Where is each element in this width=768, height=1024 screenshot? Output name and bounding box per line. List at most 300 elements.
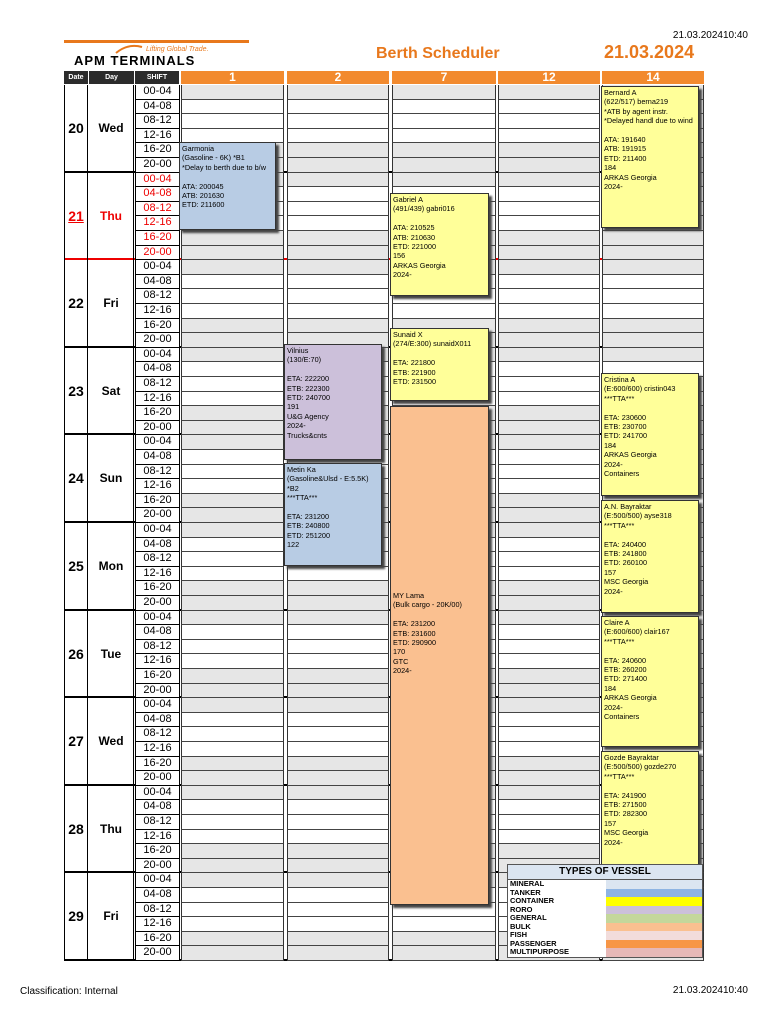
shift-label: 20-00 xyxy=(135,421,180,436)
shift-label: 20-00 xyxy=(135,508,180,523)
berth-slot[interactable] xyxy=(181,844,284,859)
day-name: Sat xyxy=(89,348,134,436)
berth-slot[interactable] xyxy=(287,815,389,830)
berth-slot[interactable] xyxy=(181,888,284,903)
vessel-sunaid-x[interactable]: Sunaid X (274/E:300) sunaidX011 ETA: 221800 ETB: 221900 ETD: 231500 xyxy=(390,328,489,401)
berth-slot[interactable] xyxy=(498,479,600,494)
berth-slot[interactable] xyxy=(498,450,600,465)
shift-label: 04-08 xyxy=(135,800,180,815)
day-number: 22 xyxy=(64,260,88,348)
footer-timestamp: 21.03.202410:40 xyxy=(672,985,748,996)
shift-label: 12-16 xyxy=(135,304,180,319)
berth-slot[interactable] xyxy=(287,231,389,246)
berth-slot[interactable] xyxy=(287,873,389,888)
berth-slot[interactable] xyxy=(498,202,600,217)
berth-slot[interactable] xyxy=(498,815,600,830)
day-number: 28 xyxy=(64,786,88,874)
shift-label: 16-20 xyxy=(135,494,180,509)
berth-slot[interactable] xyxy=(181,260,284,275)
berth-slot[interactable] xyxy=(498,567,600,582)
berth-slot[interactable] xyxy=(602,319,704,334)
berth-slot[interactable] xyxy=(181,611,284,626)
berth-slot[interactable] xyxy=(287,611,389,626)
berth-slot[interactable] xyxy=(287,932,389,947)
legend-color-swatch xyxy=(606,889,702,898)
berth-slot[interactable] xyxy=(287,187,389,202)
berth-slot[interactable] xyxy=(181,903,284,918)
vessel-vilnius[interactable]: Vilnius (130/E:70) ETA: 222200 ETB: 222300 ETD: 240700 191 U&G Agency 2024- Trucks&cnts xyxy=(284,344,382,460)
shift-label: 16-20 xyxy=(135,932,180,947)
shift-label: 12-16 xyxy=(135,392,180,407)
berth-slot[interactable] xyxy=(181,333,284,348)
legend-row xyxy=(508,948,702,957)
day-name: Thu xyxy=(89,786,134,874)
berth-slot[interactable] xyxy=(287,114,389,129)
berth-slot[interactable] xyxy=(602,231,704,246)
berth-slot[interactable] xyxy=(498,246,600,261)
berth-header-14: 14 xyxy=(602,71,704,84)
berth-slot[interactable] xyxy=(181,727,284,742)
berth-slot[interactable] xyxy=(181,114,284,129)
berth-slot[interactable] xyxy=(181,538,284,553)
berth-slot[interactable] xyxy=(287,596,389,611)
berth-slot[interactable] xyxy=(181,479,284,494)
berth-slot[interactable] xyxy=(498,187,600,202)
berth-slot[interactable] xyxy=(181,552,284,567)
vessel-an-bayraktar[interactable]: A.N. Bayraktar (E:500/500) ayse318 ***TTA*** ETA: 240400 ETB: 241800 ETD: 260100 157 MSC Georgia 2024- xyxy=(601,500,699,613)
berth-slot[interactable] xyxy=(181,275,284,290)
legend-color-swatch xyxy=(606,931,702,940)
berth-slot[interactable] xyxy=(498,304,600,319)
shift-label: 00-04 xyxy=(135,873,180,888)
berth-slot[interactable] xyxy=(181,246,284,261)
day-name: Fri xyxy=(89,873,134,961)
legend-color-swatch xyxy=(606,914,702,923)
berth-slot[interactable] xyxy=(392,158,496,173)
berth-slot[interactable] xyxy=(287,143,389,158)
shift-label: 20-00 xyxy=(135,158,180,173)
berth-slot[interactable] xyxy=(498,114,600,129)
berth-slot[interactable] xyxy=(181,581,284,596)
berth-slot[interactable] xyxy=(392,173,496,188)
legend-type-label: MULTIPURPOSE xyxy=(510,947,570,956)
classification-label: Classification: Internal xyxy=(20,986,118,997)
berth-slot[interactable] xyxy=(498,362,600,377)
shift-label: 04-08 xyxy=(135,713,180,728)
berth-slot[interactable] xyxy=(498,421,600,436)
berth-slot[interactable] xyxy=(498,523,600,538)
berth-slot[interactable] xyxy=(287,742,389,757)
berth-slot[interactable] xyxy=(181,684,284,699)
berth-slot[interactable] xyxy=(181,859,284,874)
berth-slot[interactable] xyxy=(392,304,496,319)
berth-slot[interactable] xyxy=(181,465,284,480)
shift-label: 20-00 xyxy=(135,859,180,874)
shift-label: 00-04 xyxy=(135,698,180,713)
berth-slot[interactable] xyxy=(181,85,284,100)
day-number: 20 xyxy=(64,85,88,173)
shift-label: 00-04 xyxy=(135,523,180,538)
berth-slot[interactable] xyxy=(392,100,496,115)
berth-slot[interactable] xyxy=(392,946,496,961)
berth-slot[interactable] xyxy=(498,830,600,845)
shift-label: 16-20 xyxy=(135,319,180,334)
berth-slot[interactable] xyxy=(498,348,600,363)
berth-slot[interactable] xyxy=(287,260,389,275)
berth-slot[interactable] xyxy=(287,698,389,713)
berth-slot[interactable] xyxy=(498,275,600,290)
berth-slot[interactable] xyxy=(287,100,389,115)
shift-label: 08-12 xyxy=(135,202,180,217)
shift-label: 16-20 xyxy=(135,143,180,158)
berth-slot[interactable] xyxy=(181,873,284,888)
berth-slot[interactable] xyxy=(498,669,600,684)
berth-slot[interactable] xyxy=(498,231,600,246)
berth-slot[interactable] xyxy=(181,450,284,465)
legend-rows xyxy=(508,880,702,957)
vessel-my-lama[interactable]: MY Lama (Bulk cargo - 20K/00) ETA: 231200 ETB: 231600 ETD: 290900 170 GTC 2024- xyxy=(390,406,489,905)
shift-label: 04-08 xyxy=(135,888,180,903)
berth-slot[interactable] xyxy=(287,830,389,845)
berth-slot[interactable] xyxy=(498,581,600,596)
berth-slot[interactable] xyxy=(181,377,284,392)
berth-slot[interactable] xyxy=(181,494,284,509)
berth-slot[interactable] xyxy=(498,260,600,275)
berth-slot[interactable] xyxy=(181,100,284,115)
berth-slot[interactable] xyxy=(498,435,600,450)
berth-slot[interactable] xyxy=(181,640,284,655)
shift-label: 16-20 xyxy=(135,231,180,246)
day-number: 27 xyxy=(64,698,88,786)
legend-type-label: CONTAINER xyxy=(510,896,555,905)
berth-slot[interactable] xyxy=(392,85,496,100)
berth-slot[interactable] xyxy=(287,289,389,304)
day-number: 21 xyxy=(64,173,88,261)
berth-slot[interactable] xyxy=(181,362,284,377)
berth-slot[interactable] xyxy=(287,216,389,231)
berth-slot[interactable] xyxy=(392,129,496,144)
berth-slot[interactable] xyxy=(287,859,389,874)
berth-slot[interactable] xyxy=(602,275,704,290)
berth-slot[interactable] xyxy=(498,684,600,699)
logo-name: APM TERMINALS xyxy=(74,53,196,68)
legend-type-label: BULK xyxy=(510,921,531,931)
shift-label: 12-16 xyxy=(135,479,180,494)
berth-slot[interactable] xyxy=(287,654,389,669)
berth-slot[interactable] xyxy=(498,552,600,567)
column-shift: SHIFT xyxy=(135,71,179,84)
berth-slot[interactable] xyxy=(498,333,600,348)
berth-slot[interactable] xyxy=(498,465,600,480)
berth-slot[interactable] xyxy=(498,129,600,144)
berth-slot[interactable] xyxy=(287,844,389,859)
berth-slot[interactable] xyxy=(287,800,389,815)
vessel-gozde-bayraktar[interactable]: Gozde Bayraktar (E:500/500) gozde270 ***TTA*** ETA: 241900 ETB: 271500 ETD: 282300 157 MSC Georgia 2024- xyxy=(601,751,699,868)
legend-color-swatch xyxy=(606,906,702,915)
legend-row xyxy=(508,914,702,923)
vessel-metin-ka[interactable]: Metin Ka (Gasoline&Ulsd - E:5.5K) *B2 ***TTA*** ETA: 231200 ETB: 240800 ETD: 251200 122 xyxy=(284,463,382,566)
berth-slot[interactable] xyxy=(287,246,389,261)
berth-slot[interactable] xyxy=(181,319,284,334)
berth-slot[interactable] xyxy=(498,786,600,801)
berth-slot[interactable] xyxy=(181,289,284,304)
berth-slot[interactable] xyxy=(392,917,496,932)
legend-row xyxy=(508,923,702,932)
legend-title: TYPES OF VESSEL xyxy=(508,865,702,880)
day-name: Wed xyxy=(89,85,134,173)
legend-type-label: GENERAL xyxy=(510,913,547,922)
berth-slot[interactable] xyxy=(181,771,284,786)
berth-slot[interactable] xyxy=(181,304,284,319)
berth-slot[interactable] xyxy=(287,903,389,918)
logo-stripe xyxy=(64,40,249,43)
berth-slot[interactable] xyxy=(498,538,600,553)
berth-slot[interactable] xyxy=(181,800,284,815)
berth-slot[interactable] xyxy=(498,757,600,772)
berth-slot[interactable] xyxy=(602,246,704,261)
berth-slot[interactable] xyxy=(498,742,600,757)
shift-label: 08-12 xyxy=(135,289,180,304)
berth-slot[interactable] xyxy=(498,289,600,304)
berth-slot[interactable] xyxy=(181,654,284,669)
berth-slot[interactable] xyxy=(287,319,389,334)
berth-slot[interactable] xyxy=(498,713,600,728)
berth-slot[interactable] xyxy=(181,596,284,611)
berth-slot[interactable] xyxy=(602,333,704,348)
shift-label: 00-04 xyxy=(135,260,180,275)
legend-type-label: FISH xyxy=(510,930,528,939)
berth-slot[interactable] xyxy=(498,698,600,713)
vessel-bernard-a[interactable]: Bernard A (622/517) berna219 *ATB by agent instr. *Delayed handl due to wind ATA: 191640 ATB: 191915 ETD: 211400 184 ARKAS Georgia 2024- xyxy=(601,86,699,228)
shift-label: 16-20 xyxy=(135,669,180,684)
berth-slot[interactable] xyxy=(498,654,600,669)
legend-row xyxy=(508,897,702,906)
print-timestamp: 21.03.202410:40 xyxy=(672,30,748,41)
shift-label: 08-12 xyxy=(135,815,180,830)
shift-label: 00-04 xyxy=(135,786,180,801)
vessel-cristina-a[interactable]: Cristina A (E:600/600) cristin043 ***TTA*** ETA: 230600 ETB: 230700 ETD: 241700 184 ARKAS Georgia 2024- Containers xyxy=(601,373,699,496)
shift-label: 00-04 xyxy=(135,85,180,100)
berth-slot[interactable] xyxy=(287,173,389,188)
berth-slot[interactable] xyxy=(392,143,496,158)
berth-header-1: 1 xyxy=(181,71,284,84)
berth-header-7: 7 xyxy=(392,71,496,84)
shift-label: 16-20 xyxy=(135,757,180,772)
column-header-row xyxy=(64,71,704,85)
berth-slot[interactable] xyxy=(181,786,284,801)
day-name: Thu xyxy=(89,173,134,261)
berth-slot[interactable] xyxy=(181,815,284,830)
berth-slot[interactable] xyxy=(181,932,284,947)
vessel-garmonia[interactable]: Garmonia (Gasoline - 6K) *B1 *Delay to berth due to b/w ATA: 200045 ATB: 201630 ETD: 211600 xyxy=(179,142,276,230)
berth-slot[interactable] xyxy=(602,348,704,363)
legend-type-label: PASSENGER xyxy=(510,938,557,948)
shift-label: 08-12 xyxy=(135,114,180,129)
legend-color-swatch xyxy=(606,940,702,949)
shift-label: 04-08 xyxy=(135,625,180,640)
berth-slot[interactable] xyxy=(287,757,389,772)
shift-label: 08-12 xyxy=(135,552,180,567)
shift-label: 04-08 xyxy=(135,538,180,553)
page-title: Berth Scheduler xyxy=(376,45,500,62)
shift-label: 16-20 xyxy=(135,581,180,596)
shift-label: 20-00 xyxy=(135,333,180,348)
day-number: 24 xyxy=(64,435,88,523)
legend-color-swatch xyxy=(606,923,702,932)
shift-label: 00-04 xyxy=(135,435,180,450)
legend-type-label: TANKER xyxy=(510,887,541,897)
berth-slot[interactable] xyxy=(287,85,389,100)
berth-slot[interactable] xyxy=(181,698,284,713)
day-name: Fri xyxy=(89,260,134,348)
day-name: Wed xyxy=(89,698,134,786)
berth-slot[interactable] xyxy=(602,304,704,319)
legend-color-swatch xyxy=(606,880,702,889)
day-name: Sun xyxy=(89,435,134,523)
shift-label: 04-08 xyxy=(135,275,180,290)
berth-slot[interactable] xyxy=(602,260,704,275)
shift-label: 16-20 xyxy=(135,406,180,421)
day-number: 29 xyxy=(64,873,88,961)
berth-slot[interactable] xyxy=(181,917,284,932)
berth-slot[interactable] xyxy=(181,830,284,845)
schedule-date: 21.03.2024 xyxy=(604,42,695,62)
shift-label: 20-00 xyxy=(135,946,180,961)
berth-slot[interactable] xyxy=(181,231,284,246)
header-band xyxy=(64,38,704,71)
legend-type-label: RORO xyxy=(510,904,533,914)
berth-slot[interactable] xyxy=(498,844,600,859)
shift-label: 00-04 xyxy=(135,348,180,363)
berth-slot[interactable] xyxy=(498,640,600,655)
day-name: Mon xyxy=(89,523,134,611)
berth-slot[interactable] xyxy=(498,143,600,158)
berth-slot[interactable] xyxy=(287,713,389,728)
berth-slot[interactable] xyxy=(287,158,389,173)
shift-label: 04-08 xyxy=(135,100,180,115)
berth-slot[interactable] xyxy=(287,275,389,290)
berth-slot[interactable] xyxy=(498,611,600,626)
berth-slot[interactable] xyxy=(181,946,284,961)
berth-slot[interactable] xyxy=(181,669,284,684)
berth-slot[interactable] xyxy=(287,888,389,903)
shift-label: 08-12 xyxy=(135,640,180,655)
berth-header-12: 12 xyxy=(498,71,600,84)
berth-header-2: 2 xyxy=(287,71,389,84)
berth-slot[interactable] xyxy=(287,786,389,801)
berth-slot[interactable] xyxy=(498,377,600,392)
shift-label: 12-16 xyxy=(135,567,180,582)
shift-label: 12-16 xyxy=(135,830,180,845)
berth-slot[interactable] xyxy=(181,742,284,757)
berth-slot[interactable] xyxy=(287,129,389,144)
berth-slot[interactable] xyxy=(392,114,496,129)
shift-label: 12-16 xyxy=(135,742,180,757)
berth-slot[interactable] xyxy=(287,771,389,786)
day-name: Tue xyxy=(89,611,134,699)
vessel-type-legend xyxy=(507,864,703,958)
shift-label: 16-20 xyxy=(135,844,180,859)
berth-slot[interactable] xyxy=(287,581,389,596)
day-number: 25 xyxy=(64,523,88,611)
berth-slot[interactable] xyxy=(498,100,600,115)
berth-slot[interactable] xyxy=(498,596,600,611)
shift-label: 04-08 xyxy=(135,362,180,377)
shift-label: 12-16 xyxy=(135,129,180,144)
shift-label: 20-00 xyxy=(135,684,180,699)
berth-slot[interactable] xyxy=(181,392,284,407)
column-day: Day xyxy=(89,71,134,84)
shift-label: 12-16 xyxy=(135,654,180,669)
berth-slot[interactable] xyxy=(181,508,284,523)
berth-slot[interactable] xyxy=(287,625,389,640)
berth-slot[interactable] xyxy=(181,348,284,363)
berth-slot[interactable] xyxy=(181,523,284,538)
shift-label: 08-12 xyxy=(135,727,180,742)
shift-label: 04-08 xyxy=(135,450,180,465)
berth-slot[interactable] xyxy=(498,771,600,786)
shift-label: 20-00 xyxy=(135,771,180,786)
berth-slot[interactable] xyxy=(181,406,284,421)
berth-slot[interactable] xyxy=(287,684,389,699)
berth-slot[interactable] xyxy=(498,727,600,742)
vessel-gabriel-a[interactable]: Gabriel A (491/439) gabri016 ATA: 210525 ATB: 210630 ETD: 221000 156 ARKAS Georgia 2024- xyxy=(390,193,489,296)
berth-slot[interactable] xyxy=(602,289,704,304)
shift-label: 00-04 xyxy=(135,611,180,626)
berth-slot[interactable] xyxy=(498,625,600,640)
berth-slot[interactable] xyxy=(287,567,389,582)
berth-slot[interactable] xyxy=(181,757,284,772)
berth-slot[interactable] xyxy=(498,173,600,188)
berth-slot[interactable] xyxy=(287,946,389,961)
legend-color-swatch xyxy=(606,897,702,906)
berth-slot[interactable] xyxy=(287,640,389,655)
berth-slot[interactable] xyxy=(498,406,600,421)
berth-slot[interactable] xyxy=(181,713,284,728)
vessel-claire-a[interactable]: Claire A (E:600/600) clair167 ***TTA*** ETA: 240600 ETB: 260200 ETD: 271400 184 ARKAS Georgia 2024- Containers xyxy=(601,616,699,747)
berth-slot[interactable] xyxy=(498,800,600,815)
berth-slot[interactable] xyxy=(498,216,600,231)
berth-slot[interactable] xyxy=(498,494,600,509)
day-number: 26 xyxy=(64,611,88,699)
berth-slot[interactable] xyxy=(181,421,284,436)
berth-slot[interactable] xyxy=(181,435,284,450)
shift-label: 20-00 xyxy=(135,596,180,611)
berth-slot[interactable] xyxy=(498,508,600,523)
berth-slot[interactable] xyxy=(498,85,600,100)
berth-slot[interactable] xyxy=(498,158,600,173)
day-number: 23 xyxy=(64,348,88,436)
legend-color-swatch xyxy=(606,948,702,957)
shift-label: 04-08 xyxy=(135,187,180,202)
shift-label: 12-16 xyxy=(135,917,180,932)
berth-slot[interactable] xyxy=(287,202,389,217)
shift-label: 08-12 xyxy=(135,903,180,918)
shift-label: 08-12 xyxy=(135,465,180,480)
berth-slot[interactable] xyxy=(181,567,284,582)
berth-slot[interactable] xyxy=(392,932,496,947)
berth-slot[interactable] xyxy=(287,304,389,319)
berth-slot[interactable] xyxy=(287,727,389,742)
berth-slot[interactable] xyxy=(287,669,389,684)
legend-type-label: MINERAL xyxy=(510,879,545,888)
berth-slot[interactable] xyxy=(287,917,389,932)
berth-slot[interactable] xyxy=(181,625,284,640)
berth-slot[interactable] xyxy=(498,392,600,407)
berth-slot[interactable] xyxy=(498,319,600,334)
column-date: Date xyxy=(64,71,88,84)
shift-label: 00-04 xyxy=(135,173,180,188)
